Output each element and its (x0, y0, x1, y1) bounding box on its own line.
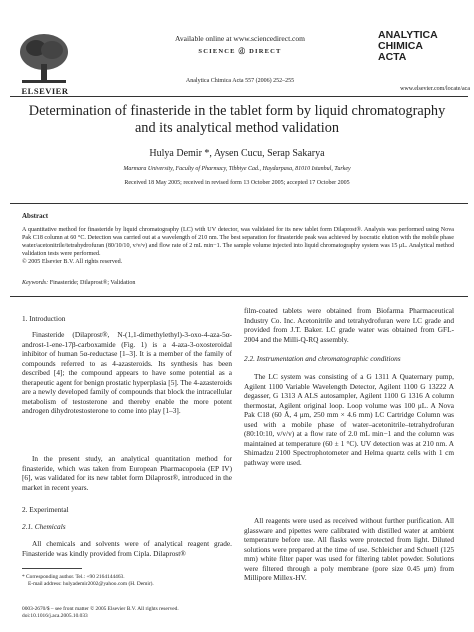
authors: Hulya Demir *, Aysen Cucu, Serap Sakarya (149, 148, 325, 159)
elsevier-tree-logo-icon (14, 30, 74, 86)
abstract-rule-bottom (10, 296, 468, 297)
subsection-heading-chemicals: 2.1. Chemicals (22, 522, 66, 531)
abstract-copyright: © 2005 Elsevier B.V. All rights reserved. (22, 259, 123, 266)
journal-title-block (378, 30, 468, 63)
available-online-text: Available online at www.sciencedirect.com (175, 34, 305, 43)
journal-title-line: CHIMICA (378, 40, 423, 52)
front-matter-line: 0003-2670/$ – see front matter © 2005 Elsevier B.V. All rights reserved. (22, 606, 179, 612)
section-heading-introduction: 1. Introduction (22, 314, 66, 323)
footnote-rule (22, 568, 82, 569)
footnote-email[interactable]: E-mail address: hulyademir2002@yahoo.com (H. Demir). (28, 581, 154, 587)
keywords (22, 280, 135, 286)
doi[interactable]: doi:10.1016/j.aca.2005.10.033 (22, 613, 88, 619)
title-line: Determination of finasteride in the tablet form by liquid chromatography (28, 103, 446, 119)
instrumentation-paragraph: The LC system was consisting of a G 1311 A Quaternary pump, Agilent 1100 Variable Wavelength Detector, Agilent 1100 G 13222 A degasser, G 1313 A ALS autosampler, Agilent 1100 G 1316 A column thermostat, Agilent original loop. Loop volume was 100 μL. A Nova Pak C18 (60 Å, 4 μm, 250 mm × 4.6 mm) LC Cartridge Column was used with a mobile phase of water–acetonitrile–tetrahydrofuran (80:10:10, v/v/v) at a flow rate of 2.0 mL min−1 and the column was maintained at temperature (60 ± 1 °C). UV detection was at 210 nm. A Shimadzu 2100 Spectrophotometer and Helma quartz cells with 1 cm pathway were used. (244, 372, 454, 467)
section-heading-experimental: 2. Experimental (22, 505, 69, 514)
subsection-heading-instrumentation: 2.2. Instrumentation and chromatographic conditions (244, 354, 401, 363)
footnotes (22, 574, 232, 588)
received-dates: Received 18 May 2005; received in revised form 13 October 2005; accepted 17 October 2005 (124, 180, 350, 186)
intro-paragraph-1: Finasteride (Dilaprost®, N-(1,1-dimethylethyl)-3-oxo-4-aza-5α-androst-1-ene-17β-carboxamide (Fig. 1) is a 4-aza-3-oxosteroidal inhibitor of human 5α-reductase [1–3]. It is a member of the family of compounds referred to as 4-azasteroids. Its synthesis has been described [4]; the compound appears to have some potential as a therapeutic agent for benign prostatic hyperplasia [5]. The 4-azasteroids are a newly developed family of compounds that block the intracellular metabolism of testosterone and thereby enable the more potent androgen dihydrotestosterone to come into play [1–3]. (22, 330, 232, 415)
journal-url[interactable]: www.elsevier.com/locate/aca (400, 86, 470, 92)
abstract-text: A quantitative method for finasteride by liquid chromatography (LC) with UV detector, was validated for its new tablet form Dilaprost®. Analysis was performed using Nova Pak C18 column at 60 °C. Detection was carried out at a wavelength of 210 nm. The best separation for finasteride peak was achieved by isocratic elution with the mobile phase water/acetonitrile/tetrahydrofuran (80/10/10, v/v/v) and flow rate of 2 mL min−1. The sample volume injected into liquid chromatography system was 15 μL. Analytical method validation tests were performed. (22, 227, 454, 258)
header-rule (10, 96, 468, 97)
journal-title-line: ANALYTICA (378, 29, 438, 41)
reagents-paragraph: All reagents were used as received without further purification. All glassware and pipettes were calibrated with distilled water at ambient temperature before use. All flasks were protected from light. Diluted solutions were prepared at the time of use. Schleicher and Schuell (125 mm) white filter paper was used for filtering tablet powder. Solutions were filtered through a poly membrane (pore size 0.45 μm) from Millipore Millex-HV. (244, 516, 454, 582)
chemicals-paragraph: All chemicals and solvents were of analytical reagent grade. Finasteride was kindly provided from Cipla. Dilaprost® (22, 539, 232, 558)
footnote-corresponding-author: * Corresponding author. Tel.: +90 2164144463. (22, 574, 125, 580)
journal-title-line: ACTA (378, 51, 407, 63)
keywords-list: Finasteride; Dilaprost®; Validation (49, 280, 136, 286)
chemicals-paragraph-continued: film-coated tablets were obtained from Biofarma Pharmaceutical Industry Co. Inc. Acetonitrile and tetrahydrofuran were LC grade and provided from J.T. Baker. LC grade water was obtained from GFL-2004 and the Milli-Q-RQ assembly. (244, 306, 454, 344)
intro-paragraph-2: In the present study, an analytical quantitation method for finasteride, which was taken from European Pharmacopoeia (EP IV) [6], was validated for its new tablet form Dilaprost®, introduced in the market in recent years. (22, 454, 232, 492)
abstract-body (22, 226, 454, 266)
page-footer (22, 606, 232, 620)
title-line: and its analytical method validation (134, 120, 340, 136)
abstract-rule-top (10, 203, 468, 204)
sciencedirect-logo: SCIENCE ⓓ DIRECT (198, 48, 282, 55)
abstract-heading: Abstract (22, 212, 49, 220)
publisher-name: ELSEVIER (21, 86, 69, 96)
journal-citation: Analytica Chimica Acta 557 (2006) 252–255 (185, 78, 295, 84)
article-title (20, 103, 454, 137)
affiliation: Marmara University, Faculty of Pharmacy, Tibbiye Cad., Haydarpasa, 81010 Istanbul, Turkey (123, 166, 351, 172)
keywords-label: Keywords: (22, 280, 49, 286)
